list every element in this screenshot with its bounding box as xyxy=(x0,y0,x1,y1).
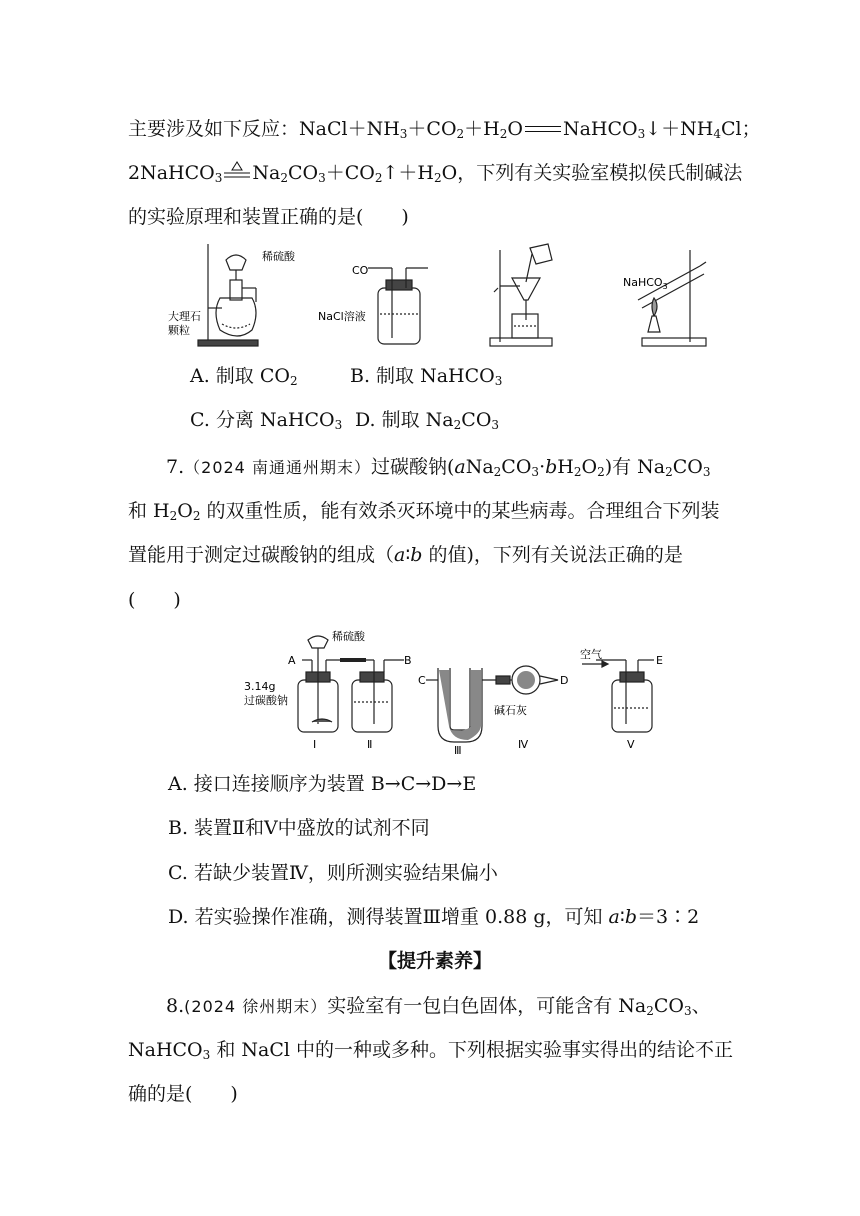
label-bottle-ii: Ⅱ xyxy=(367,738,373,751)
q6-line-3: 的实验原理和装置正确的是( ) xyxy=(128,206,409,228)
q7-option-b: B. 装置Ⅱ和Ⅴ中盛放的试剂不同 xyxy=(168,817,430,839)
q7-line-3: 置能用于测定过碳酸钠的组成（a∶b 的值)，下列有关说法正确的是 xyxy=(128,544,683,566)
label-dilute-sulfuric-acid-q7: 稀硫酸 xyxy=(332,630,365,643)
q7-apparatus-figure xyxy=(240,630,710,755)
apparatus-b-gas-bottle xyxy=(368,268,428,344)
label-bottle-v: Ⅴ xyxy=(627,738,635,751)
q8-line-2: NaHCO$_3$ 和 NaCl 中的一种或多种。下列根据实验事实得出的结论不正 xyxy=(128,1039,733,1062)
q7-option-d: D. 若实验操作准确，测得装置Ⅲ增重 0.88 g，可知 a∶b＝3∶2 xyxy=(168,906,700,928)
q8-line-3: 确的是( ) xyxy=(128,1083,238,1105)
label-port-a: A xyxy=(288,654,296,667)
q6-line-1: 主要涉及如下反应：$NaCl+NH_3+CO_2+H_2O$ $NaHCO_3↓+NH_4Cl$； xyxy=(128,118,761,141)
q7-line-1: 7.（2024 南通通州期末）过碳酸钠$(aNa_2CO_3\cdot bH_2O_2)$有 $Na_2CO_3$ xyxy=(166,456,711,479)
label-nahco3: NaHCO$_3$ xyxy=(623,276,668,291)
label-co2: CO xyxy=(352,264,369,277)
label-nacl-solution: NaCl溶液 xyxy=(318,310,366,323)
label-bottle-i: Ⅰ xyxy=(313,738,317,751)
q7-line-4: ( ) xyxy=(128,589,181,611)
label-mass: 3.14g xyxy=(244,680,276,693)
apparatus-a-co2-generator xyxy=(198,244,258,346)
q6-option-c: C. 分离 NaHCO$_3$ xyxy=(190,409,343,432)
label-marble-1: 大理石 xyxy=(168,310,201,323)
label-port-b: B xyxy=(404,654,412,667)
apparatus-c-filtration xyxy=(490,244,552,346)
label-utube-iii: Ⅲ xyxy=(454,744,462,755)
label-port-d: D xyxy=(560,674,569,687)
label-tube-iv: Ⅳ xyxy=(518,738,529,751)
q7-option-c: C. 若缺少装置Ⅳ，则所测实验结果偏小 xyxy=(168,862,498,884)
heat-equals-icon xyxy=(222,161,252,181)
equals-sign-icon xyxy=(523,117,563,141)
q7-option-a: A. 接口连接顺序为装置 B→C→D→E xyxy=(168,773,477,795)
q6-option-b: B. 制取 NaHCO$_3$ xyxy=(350,365,503,388)
section-heading: 【提升素养】 xyxy=(378,950,493,972)
q6-apparatus-figure xyxy=(160,240,740,355)
q6-option-a: A. 制取 $CO_2$ xyxy=(190,365,298,388)
q7-line-2: 和 $H_2O_2$ 的双重性质，能有效杀灭环境中的某些病毒。合理组合下列装 xyxy=(128,500,720,523)
q6-line-2: 2NaHCO$_3$ $Na_2CO_3+CO_2↑+H_2O$，下列有关实验室模拟侯氏制碱法 xyxy=(128,162,743,185)
label-sample: 过碳酸钠 xyxy=(244,694,288,707)
apparatus-d-heating xyxy=(638,250,706,346)
label-air: 空气 xyxy=(580,648,602,661)
label-port-c: C xyxy=(418,674,426,687)
label-soda-lime: 碱石灰 xyxy=(494,704,527,717)
label-port-e: E xyxy=(656,654,663,667)
label-dilute-sulfuric-acid: 稀硫酸 xyxy=(262,250,295,263)
q8-line-1: 8.(2024 徐州期末）实验室有一包白色固体，可能含有 $Na_2CO_3$、 xyxy=(166,995,711,1018)
label-marble-2: 颗粒 xyxy=(168,324,190,337)
q6-option-d: D. 制取 $Na_2CO_3$ xyxy=(355,409,500,432)
